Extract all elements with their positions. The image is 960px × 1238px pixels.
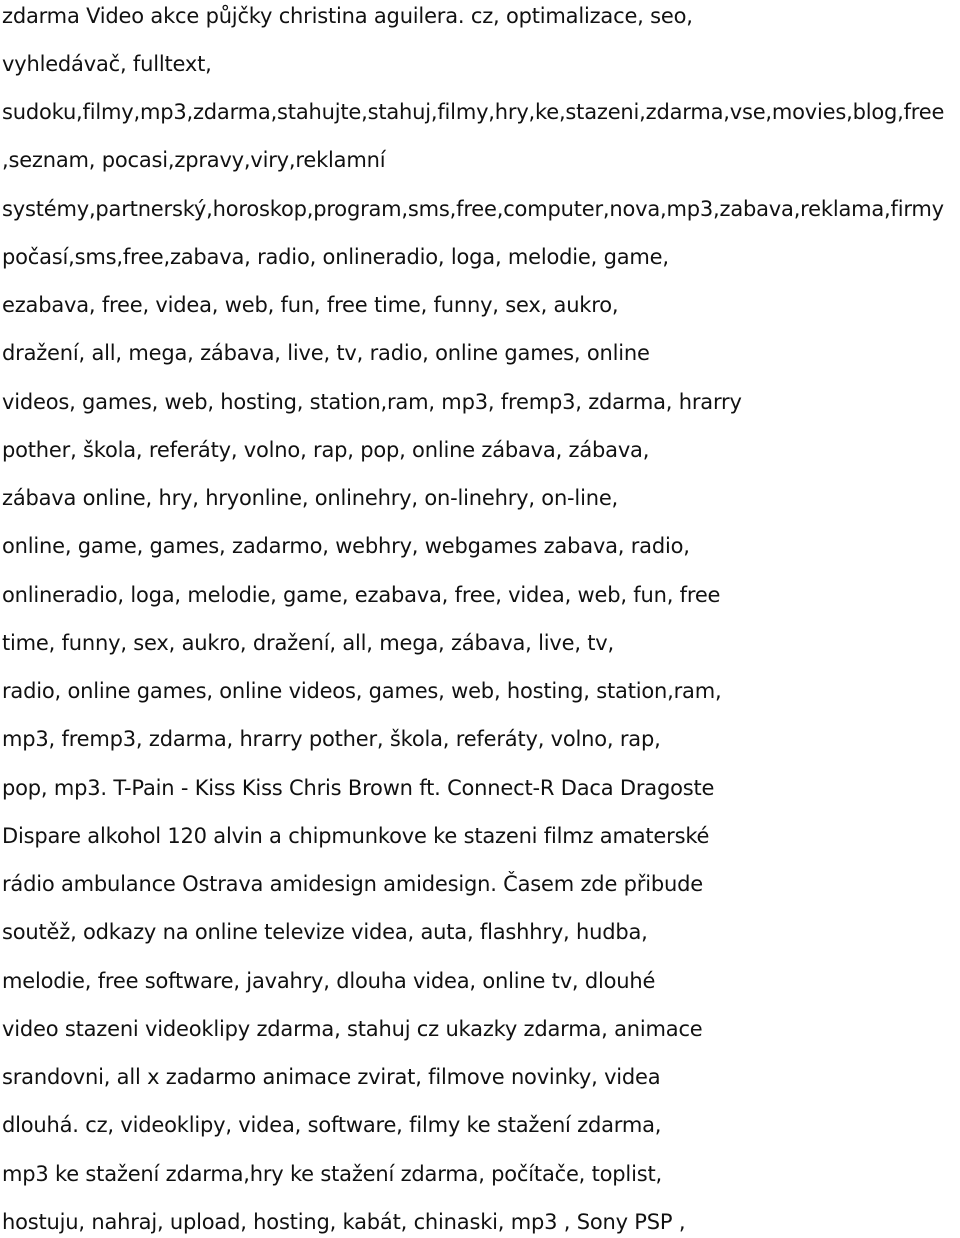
text-line: ,seznam, pocasi,zpravy,viry,reklamní [2,148,386,172]
text-line: dlouhá. cz, videoklipy, videa, software, filmy ke stažení zdarma, [2,1113,662,1137]
text-line: melodie, free software, javahry, dlouha videa, online tv, dlouhé [2,969,656,993]
text-line: radio, online games, online videos, games, web, hosting, station,ram, [2,679,722,703]
text-line: zdarma Video akce půjčky christina aguilera. cz, optimalizace, seo, [2,4,693,28]
text-line: soutěž, odkazy na online televize videa, auta, flashhry, hudba, [2,920,648,944]
text-line: onlineradio, loga, melodie, game, ezabava, free, videa, web, fun, free [2,583,721,607]
text-line: srandovni, all x zadarmo animace zvirat, filmove novinky, videa [2,1065,661,1089]
text-line: dražení, all, mega, zábava, live, tv, radio, online games, online [2,341,650,365]
text-line: ezabava, free, videa, web, fun, free time, funny, sex, aukro, [2,293,619,317]
text-line: systémy,partnerský,horoskop,program,sms,free,computer,nova,mp3,zabava,reklama,firmy [2,197,944,221]
text-line: sudoku,filmy,mp3,zdarma,stahujte,stahuj,filmy,hry,ke,stazeni,zdarma,vse,movies,blog,free [2,100,945,124]
text-line: pother, škola, referáty, volno, rap, pop, online zábava, zábava, [2,438,650,462]
text-line: mp3 ke stažení zdarma,hry ke stažení zdarma, počítače, toplist, [2,1162,662,1186]
text-line: rádio ambulance Ostrava amidesign amidesign. Časem zde přibude [2,872,703,896]
text-line: hostuju, nahraj, upload, hosting, kabát, chinaski, mp3 , Sony PSP , [2,1210,686,1234]
text-line: video stazeni videoklipy zdarma, stahuj cz ukazky zdarma, animace [2,1017,703,1041]
text-line: zábava online, hry, hryonline, onlinehry, on-linehry, on-line, [2,486,619,510]
text-line: Dispare alkohol 120 alvin a chipmunkove ke stazeni filmz amaterské [2,824,710,848]
text-line: time, funny, sex, aukro, dražení, all, mega, zábava, live, tv, [2,631,615,655]
text-line: mp3, fremp3, zdarma, hrarry pother, škola, referáty, volno, rap, [2,727,661,751]
text-line: online, game, games, zadarmo, webhry, webgames zabava, radio, [2,534,690,558]
text-line: videos, games, web, hosting, station,ram, mp3, fremp3, zdarma, hrarry [2,390,742,414]
text-line: pop, mp3. T-Pain - Kiss Kiss Chris Brown ft. Connect-R Daca Dragoste [2,776,715,800]
text-line: počasí,sms,free,zabava, radio, onlineradio, loga, melodie, game, [2,245,669,269]
text-line: vyhledávač, fulltext, [2,52,212,76]
